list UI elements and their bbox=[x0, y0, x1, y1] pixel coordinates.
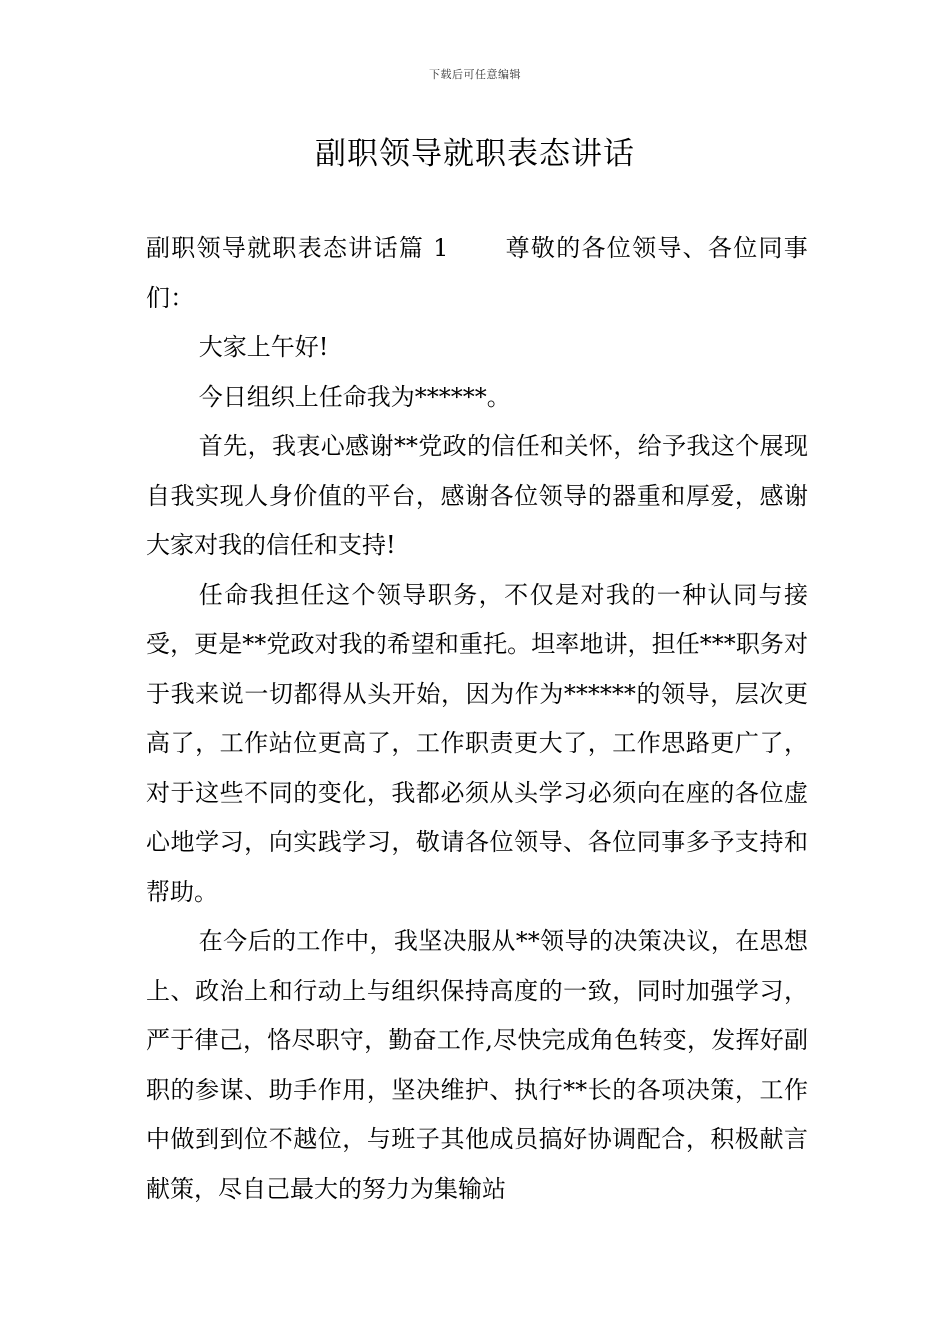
paragraph-commitment: 在今后的工作中，我坚决服从**领导的决策决议，在思想上、政治上和行动上与组织保持高度的一致，同时加强学习，严于律己，恪尽职守，勤奋工作,尽快完成角色转变，发挥好副职的参谋、助手作用，坚决维护、执行**长的各项决策，工作中做到到位不越位，与班子其他成员搞好协调配合，积极献言献策，尽自己最大的努力为集输站 bbox=[146, 927, 808, 1203]
opening-paragraph bbox=[146, 224, 808, 323]
paragraph-greeting: 大家上午好! bbox=[198, 333, 329, 361]
salutation: 尊敬的各位领导、各位同事们： bbox=[146, 234, 808, 312]
section-heading: 副职领导就职表态讲话篇 1 bbox=[146, 234, 449, 262]
document-title: 副职领导就职表态讲话 bbox=[315, 136, 635, 172]
paragraph-appointment: 今日组织上任命我为******。 bbox=[198, 382, 511, 411]
document-body bbox=[146, 224, 808, 1214]
paragraph-thanks: 首先，我衷心感谢**党政的信任和关怀，给予我这个展现自我实现人身价值的平台，感谢各位领导的器重和厚爱，感谢大家对我的信任和支持! bbox=[146, 432, 808, 559]
header-note: 下载后可任意编辑 bbox=[429, 68, 521, 81]
paragraph-responsibility: 任命我担任这个领导职务，不仅是对我的一种认同与接受，更是**党政对我的希望和重托。坦率地讲，担任***职务对于我来说一切都得从头开始，因为作为******的领导，层次更高了，工作站位更高了，工作职责更大了，工作思路更广了，对于这些不同的变化，我都必须从头学习必须向在座的各位虚心地学习，向实践学习，敬请各位领导、各位同事多予支持和帮助。 bbox=[146, 580, 808, 906]
